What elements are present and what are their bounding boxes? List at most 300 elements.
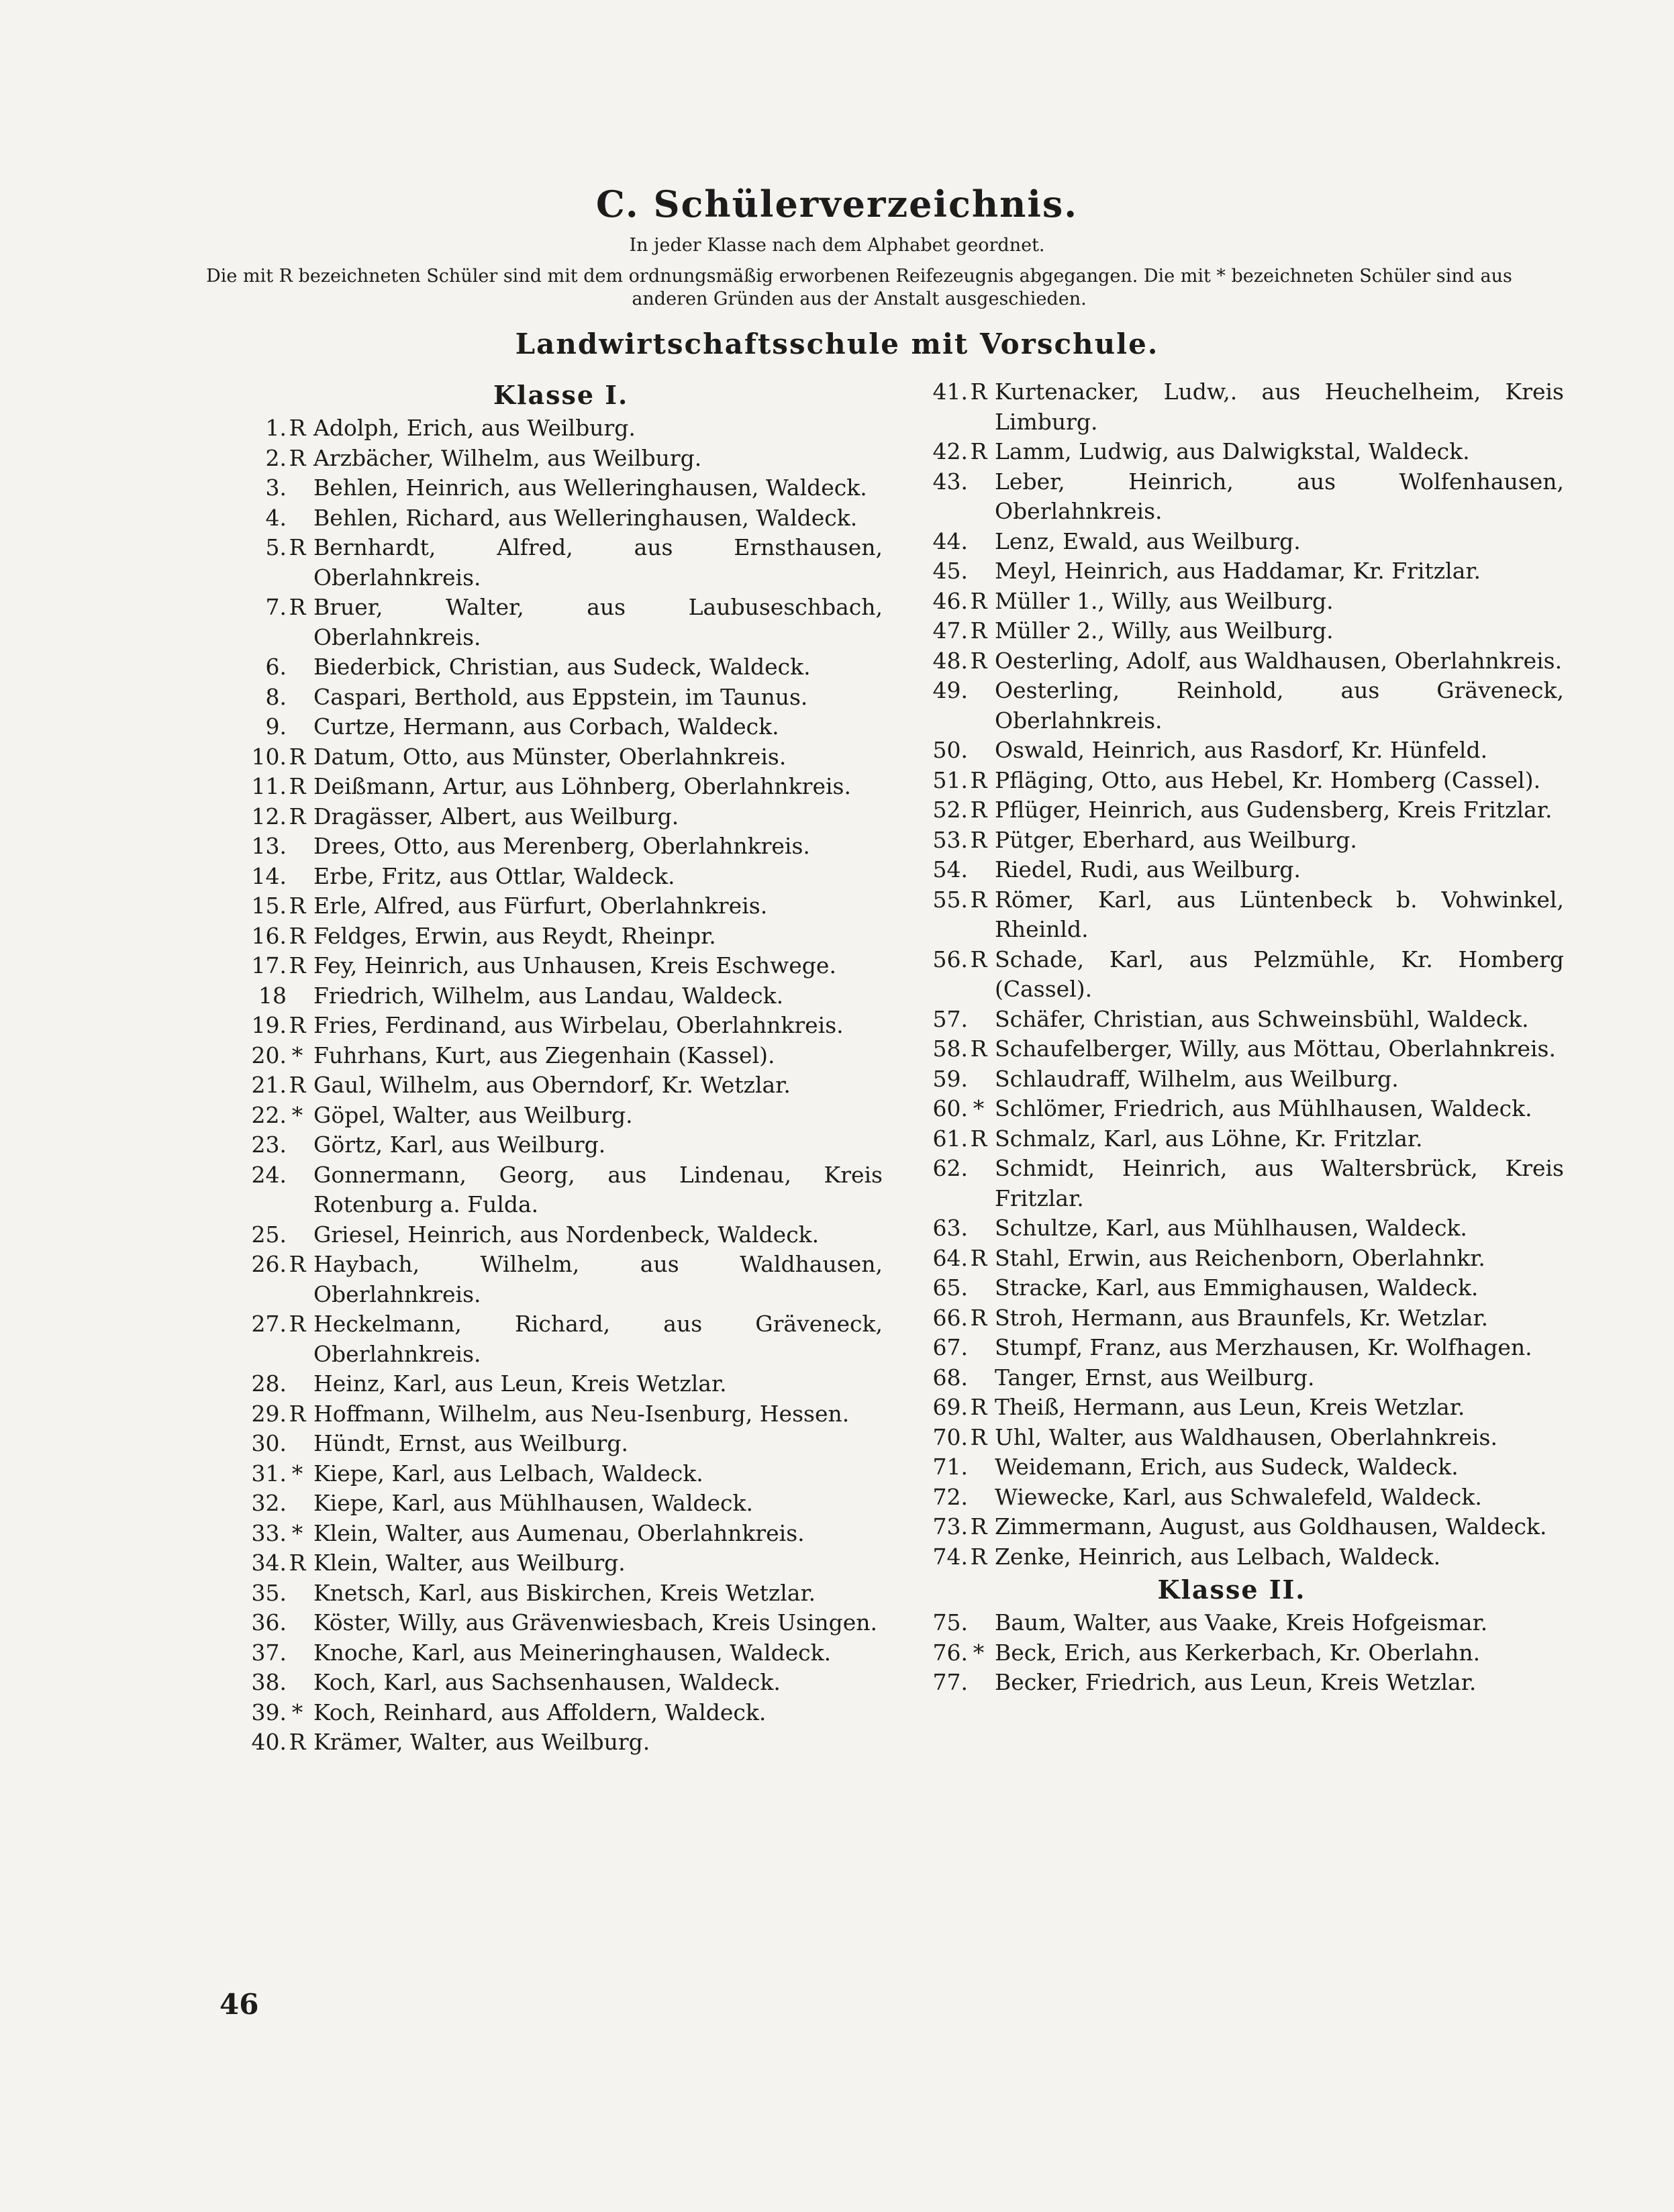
entry-text: Hoffmann, Wilhelm, aus Neu-Isenburg, Hessen. — [313, 1400, 850, 1427]
entry-text: Stracke, Karl, aus Emmighausen, Waldeck. — [995, 1274, 1479, 1301]
list-item — [218, 951, 883, 981]
entry-number: 16. — [251, 922, 287, 949]
entry-number: 44. — [932, 527, 968, 554]
entry-mark: R — [289, 773, 306, 799]
entry-number: 53. — [932, 826, 968, 853]
entry-mark: R — [970, 438, 987, 464]
entry-mark — [287, 1220, 308, 1250]
list-item — [218, 802, 883, 832]
list-item — [899, 1213, 1564, 1244]
entry-text: Görtz, Karl, aus Weilburg. — [313, 1132, 606, 1158]
entry-number: 2. — [265, 444, 287, 471]
list-item — [899, 676, 1564, 736]
entry-text: Lamm, Ludwig, aus Dalwigkstal, Waldeck. — [995, 438, 1470, 464]
entry-text: Haybach, Wilhelm, aus Waldhausen, Oberlahnkreis. — [313, 1251, 883, 1307]
list-item — [218, 503, 883, 534]
list-item — [899, 1333, 1564, 1363]
entry-number: 34. — [251, 1550, 287, 1576]
list-item — [218, 921, 883, 952]
list-item — [899, 1608, 1564, 1638]
list-item — [218, 742, 883, 772]
entry-number: 71. — [932, 1454, 968, 1480]
entry-number: 57. — [932, 1005, 968, 1032]
list-item — [218, 1011, 883, 1041]
entry-text: Datum, Otto, aus Münster, Oberlahnkreis. — [313, 743, 787, 770]
entry-text: Kiepe, Karl, aus Lelbach, Waldeck. — [313, 1460, 703, 1487]
entry-text: Heinz, Karl, aus Leun, Kreis Wetzlar. — [313, 1370, 727, 1397]
entry-mark: R — [289, 415, 306, 441]
entry-text: Deißmann, Artur, aus Löhnberg, Oberlahnkreis. — [313, 773, 851, 799]
list-item — [218, 832, 883, 862]
entry-mark — [287, 1638, 308, 1668]
entry-number: 18 — [258, 982, 287, 1009]
list-item — [899, 766, 1564, 796]
klasse-1-heading: Klasse I. — [493, 380, 629, 410]
entry-number: 37. — [251, 1639, 287, 1666]
list-item — [899, 1512, 1564, 1542]
entry-mark: R — [289, 534, 306, 560]
list-item — [899, 1303, 1564, 1334]
entry-number: 9. — [265, 713, 287, 740]
entry-text: Behlen, Richard, aus Welleringhausen, Waldeck. — [313, 504, 858, 531]
list-item — [218, 652, 883, 683]
entry-number: 17. — [251, 952, 287, 978]
list-item — [899, 736, 1564, 766]
entry-number: 54. — [932, 856, 968, 883]
entry-number: 41. — [932, 379, 968, 405]
entry-mark: R — [289, 594, 306, 620]
entry-mark — [287, 712, 308, 742]
entry-text: Leber, Heinrich, aus Wolfenhausen, Oberlahnkreis. — [995, 468, 1564, 524]
entry-number: 39. — [251, 1699, 287, 1725]
entry-mark — [968, 1608, 989, 1638]
entry-number: 45. — [932, 558, 968, 584]
entry-mark — [287, 981, 308, 1011]
entry-number: 35. — [251, 1579, 287, 1606]
entry-number: 21. — [251, 1072, 287, 1098]
entry-text: Wiewecke, Karl, aus Schwalefeld, Waldeck. — [995, 1483, 1482, 1510]
entry-text: Fuhrhans, Kurt, aus Ziegenhain (Kassel). — [313, 1042, 775, 1068]
list-item — [899, 1668, 1564, 1698]
entry-text: Friedrich, Wilhelm, aus Landau, Waldeck. — [313, 982, 784, 1009]
entry-number: 60. — [932, 1095, 968, 1121]
entry-number: 40. — [251, 1729, 287, 1755]
entry-number: 14. — [251, 862, 287, 889]
page-number: 46 — [219, 1988, 259, 2021]
list-item — [218, 712, 883, 742]
entry-mark: R — [970, 1394, 987, 1420]
entry-text: Zenke, Heinrich, aus Lelbach, Waldeck. — [995, 1543, 1441, 1570]
entry-mark: R — [970, 647, 987, 674]
entry-number: 73. — [932, 1513, 968, 1540]
entry-text: Riedel, Rudi, aus Weilburg. — [995, 856, 1301, 883]
list-item — [218, 1698, 883, 1728]
entry-number: 74. — [932, 1543, 968, 1570]
list-item — [218, 444, 883, 474]
entry-mark — [287, 1160, 308, 1220]
entry-mark: R — [289, 893, 306, 919]
entry-number: 68. — [932, 1364, 968, 1391]
entry-text: Erle, Alfred, aus Fürfurt, Oberlahnkreis. — [313, 893, 768, 919]
list-item — [218, 1727, 883, 1758]
entry-text: Schlaudraff, Wilhelm, aus Weilburg. — [995, 1065, 1399, 1092]
entry-text: Pfläging, Otto, aus Hebel, Kr. Homberg (Cassel). — [995, 766, 1541, 793]
list-item — [899, 646, 1564, 676]
list-item — [899, 945, 1564, 1005]
list-item — [218, 1519, 883, 1549]
entry-mark: R — [970, 1513, 987, 1540]
entry-text: Fey, Heinrich, aus Unhausen, Kreis Eschwege. — [313, 952, 836, 978]
entry-mark — [968, 676, 989, 736]
entry-mark: * — [291, 1101, 303, 1128]
entry-mark — [287, 503, 308, 534]
entry-mark — [968, 1005, 989, 1035]
entry-number: 20. — [251, 1042, 287, 1068]
entry-number: 13. — [251, 833, 287, 859]
list-item — [899, 1005, 1564, 1035]
school-heading: Landwirtschaftsschule mit Vorschule. — [515, 328, 1159, 360]
list-item — [899, 1638, 1564, 1668]
list-item — [218, 1578, 883, 1609]
entry-text: Stumpf, Franz, aus Merzhausen, Kr. Wolfhagen. — [995, 1334, 1532, 1360]
list-item — [899, 825, 1564, 856]
entry-text: Göpel, Walter, aus Weilburg. — [313, 1101, 633, 1128]
entry-number: 27. — [251, 1311, 287, 1337]
student-list-klasse-2 — [899, 1608, 1564, 1698]
entry-text: Oesterling, Adolf, aus Waldhausen, Oberlahnkreis. — [995, 647, 1563, 674]
entry-mark — [287, 1578, 308, 1609]
entry-mark: R — [289, 1400, 306, 1427]
list-item — [899, 556, 1564, 587]
entry-number: 24. — [251, 1161, 287, 1188]
list-item — [218, 1101, 883, 1131]
list-item — [899, 1423, 1564, 1453]
list-item — [218, 891, 883, 921]
entry-text: Müller 2., Willy, aus Weilburg. — [995, 617, 1334, 644]
entry-number: 72. — [932, 1483, 968, 1510]
entry-number: 47. — [932, 617, 968, 644]
entry-number: 36. — [251, 1609, 287, 1636]
entry-text: Heckelmann, Richard, aus Gräveneck, Oberlahnkreis. — [313, 1311, 883, 1367]
list-item — [218, 1638, 883, 1668]
entry-text: Koch, Reinhard, aus Affoldern, Waldeck. — [313, 1699, 767, 1725]
entry-number: 26. — [251, 1251, 287, 1277]
entry-text: Drees, Otto, aus Merenberg, Oberlahnkreis. — [313, 833, 810, 859]
entry-number: 63. — [932, 1215, 968, 1241]
entry-number: 64. — [932, 1244, 968, 1271]
entry-text: Fries, Ferdinand, aus Wirbelau, Oberlahnkreis. — [313, 1012, 844, 1038]
list-item — [899, 377, 1564, 437]
entry-mark: R — [970, 886, 987, 913]
entry-mark — [287, 1489, 308, 1519]
entry-text: Griesel, Heinrich, aus Nordenbeck, Waldeck. — [313, 1221, 820, 1248]
list-item — [899, 1273, 1564, 1303]
entry-text: Zimmermann, August, aus Goldhausen, Waldeck. — [995, 1513, 1547, 1540]
entry-text: Gonnermann, Georg, aus Lindenau, Kreis Rotenburg a. Fulda. — [313, 1161, 883, 1217]
entry-number: 7. — [265, 594, 287, 620]
list-item — [218, 1130, 883, 1160]
entry-mark: R — [289, 444, 306, 471]
list-item — [899, 1452, 1564, 1482]
entry-number: 76. — [932, 1639, 968, 1666]
list-item — [899, 1244, 1564, 1274]
list-item — [218, 1459, 883, 1489]
entry-mark: R — [970, 1543, 987, 1570]
entry-text: Müller 1., Willy, aus Weilburg. — [995, 587, 1334, 614]
left-column — [218, 377, 883, 1758]
entry-mark — [968, 1668, 989, 1698]
entry-mark: R — [289, 1251, 306, 1277]
list-item — [899, 1064, 1564, 1095]
entry-mark — [968, 736, 989, 766]
entry-mark — [968, 1273, 989, 1303]
entry-number: 48. — [932, 647, 968, 674]
list-item — [899, 885, 1564, 945]
entry-text: Hündt, Ernst, aus Weilburg. — [313, 1430, 628, 1456]
entry-number: 42. — [932, 438, 968, 464]
entry-number: 22. — [251, 1101, 287, 1128]
entry-number: 59. — [932, 1065, 968, 1092]
entry-mark — [287, 862, 308, 892]
list-item — [899, 1542, 1564, 1572]
entry-mark: * — [973, 1095, 985, 1121]
entry-number: 30. — [251, 1430, 287, 1456]
list-item — [218, 1369, 883, 1399]
entry-mark: * — [291, 1042, 303, 1068]
entry-number: 4. — [265, 504, 287, 531]
entry-text: Römer, Karl, aus Lüntenbeck b. Vohwinkel, Rheinld. — [995, 886, 1564, 942]
entry-mark: R — [970, 587, 987, 614]
entry-number: 65. — [932, 1274, 968, 1301]
list-item — [218, 533, 883, 593]
entry-mark: R — [970, 1423, 987, 1450]
entry-number: 32. — [251, 1490, 287, 1516]
entry-number: 51. — [932, 766, 968, 793]
entry-text: Oesterling, Reinhold, aus Gräveneck, Oberlahnkreis. — [995, 677, 1564, 734]
entry-text: Schmidt, Heinrich, aus Waltersbrück, Kreis Fritzlar. — [995, 1155, 1564, 1211]
entry-number: 70. — [932, 1423, 968, 1450]
entry-number: 67. — [932, 1334, 968, 1360]
entry-text: Koch, Karl, aus Sachsenhausen, Waldeck. — [313, 1669, 781, 1695]
entry-text: Dragässer, Albert, aus Weilburg. — [313, 803, 679, 830]
entry-text: Gaul, Wilhelm, aus Oberndorf, Kr. Wetzlar. — [313, 1072, 791, 1098]
right-column — [899, 377, 1564, 1698]
entry-mark — [287, 1369, 308, 1399]
list-item — [899, 467, 1564, 527]
list-item — [218, 1160, 883, 1220]
entry-number: 50. — [932, 737, 968, 763]
entry-mark: * — [291, 1699, 303, 1725]
list-item — [218, 772, 883, 802]
entry-mark — [287, 1429, 308, 1459]
entry-number: 15. — [251, 893, 287, 919]
list-item — [218, 862, 883, 892]
entry-mark — [968, 855, 989, 885]
entry-text: Beck, Erich, aus Kerkerbach, Kr. Oberlahn. — [995, 1639, 1481, 1666]
entry-mark — [287, 683, 308, 713]
entry-mark — [287, 1668, 308, 1698]
entry-mark: R — [289, 1550, 306, 1576]
entry-mark — [968, 1482, 989, 1513]
entry-number: 75. — [932, 1609, 968, 1636]
list-item — [899, 527, 1564, 557]
entry-text: Schade, Karl, aus Pelzmühle, Kr. Homberg (Cassel). — [995, 946, 1564, 1002]
list-item — [218, 981, 883, 1011]
entry-text: Knetsch, Karl, aus Biskirchen, Kreis Wetzlar. — [313, 1579, 816, 1606]
entry-mark: R — [289, 1729, 306, 1755]
list-item — [218, 1250, 883, 1309]
entry-number: 11. — [251, 773, 287, 799]
list-item — [899, 616, 1564, 646]
entry-number: 6. — [265, 654, 287, 680]
entry-number: 25. — [251, 1221, 287, 1248]
entry-mark: R — [289, 803, 306, 830]
entry-mark — [287, 1608, 308, 1638]
entry-mark: R — [970, 1304, 987, 1331]
entry-number: 55. — [932, 886, 968, 913]
entry-text: Kiepe, Karl, aus Mühlhausen, Waldeck. — [313, 1490, 753, 1516]
entry-text: Curtze, Hermann, aus Corbach, Waldeck. — [313, 713, 779, 740]
entry-text: Meyl, Heinrich, aus Haddamar, Kr. Fritzlar. — [995, 558, 1481, 584]
list-item — [899, 1094, 1564, 1124]
entry-number: 62. — [932, 1155, 968, 1181]
entry-mark — [287, 652, 308, 683]
entry-text: Pflüger, Heinrich, aus Gudensberg, Kreis Fritzlar. — [995, 797, 1553, 823]
entry-text: Schmalz, Karl, aus Löhne, Kr. Fritzlar. — [995, 1125, 1423, 1152]
entry-mark: R — [289, 922, 306, 949]
list-item — [218, 1070, 883, 1101]
entry-number: 69. — [932, 1394, 968, 1420]
entry-number: 33. — [251, 1519, 287, 1546]
entry-text: Pütger, Eberhard, aus Weilburg. — [995, 826, 1357, 853]
list-item — [899, 855, 1564, 885]
entry-number: 1. — [265, 415, 287, 441]
entry-text: Lenz, Ewald, aus Weilburg. — [995, 527, 1301, 554]
entry-mark: R — [970, 946, 987, 972]
entry-text: Becker, Friedrich, aus Leun, Kreis Wetzlar. — [995, 1669, 1477, 1695]
entry-mark: R — [970, 797, 987, 823]
page-title: C. Schülerverzeichnis. — [595, 183, 1079, 225]
entry-number: 46. — [932, 587, 968, 614]
entry-number: 12. — [251, 803, 287, 830]
list-item — [899, 1393, 1564, 1423]
list-item — [899, 1363, 1564, 1393]
entry-text: Schaufelberger, Willy, aus Möttau, Oberlahnkreis. — [995, 1036, 1556, 1062]
list-item — [218, 413, 883, 444]
entry-mark: R — [970, 1036, 987, 1062]
entry-number: 52. — [932, 797, 968, 823]
entry-text: Klein, Walter, aus Aumenau, Oberlahnkreis. — [313, 1519, 805, 1546]
entry-text: Caspari, Berthold, aus Eppstein, im Taunus. — [313, 683, 808, 710]
entry-mark: R — [289, 1072, 306, 1098]
entry-number: 19. — [251, 1012, 287, 1038]
entry-number: 28. — [251, 1370, 287, 1397]
entry-text: Stahl, Erwin, aus Reichenborn, Oberlahnkr. — [995, 1244, 1485, 1271]
list-item — [218, 593, 883, 652]
entry-number: 58. — [932, 1036, 968, 1062]
list-item — [899, 1482, 1564, 1513]
entry-text: Erbe, Fritz, aus Ottlar, Waldeck. — [313, 862, 675, 889]
entry-mark — [968, 1333, 989, 1363]
entry-mark: * — [291, 1519, 303, 1546]
entry-text: Uhl, Walter, aus Waldhausen, Oberlahnkreis. — [995, 1423, 1497, 1450]
list-item — [899, 1034, 1564, 1064]
entry-mark — [968, 1213, 989, 1244]
entry-number: 29. — [251, 1400, 287, 1427]
entry-mark: R — [289, 1311, 306, 1337]
list-item — [218, 1489, 883, 1519]
entry-number: 56. — [932, 946, 968, 972]
list-item — [218, 1309, 883, 1369]
entry-mark — [968, 556, 989, 587]
entry-number: 31. — [251, 1460, 287, 1487]
entry-number: 66. — [932, 1304, 968, 1331]
entry-mark — [287, 832, 308, 862]
entry-mark — [968, 527, 989, 557]
entry-text: Schlömer, Friedrich, aus Mühlhausen, Waldeck. — [995, 1095, 1532, 1121]
entry-mark — [968, 1154, 989, 1213]
entry-mark — [287, 1130, 308, 1160]
entry-text: Stroh, Hermann, aus Braunfels, Kr. Wetzlar. — [995, 1304, 1489, 1331]
entry-text: Oswald, Heinrich, aus Rasdorf, Kr. Hünfeld. — [995, 737, 1488, 763]
entry-number: 38. — [251, 1669, 287, 1695]
entry-mark: R — [970, 617, 987, 644]
entry-text: Bruer, Walter, aus Laubuseschbach, Oberlahnkreis. — [313, 594, 883, 650]
entry-text: Schultze, Karl, aus Mühlhausen, Waldeck. — [995, 1215, 1467, 1241]
entry-number: 23. — [251, 1132, 287, 1158]
entry-mark: * — [291, 1460, 303, 1487]
entry-number: 61. — [932, 1125, 968, 1152]
entry-number: 3. — [265, 474, 287, 501]
list-item — [899, 1124, 1564, 1154]
entry-number: 43. — [932, 468, 968, 495]
entry-text: Schäfer, Christian, aus Schweinsbühl, Waldeck. — [995, 1005, 1529, 1032]
list-item — [218, 1399, 883, 1429]
entry-mark: R — [970, 766, 987, 793]
list-item — [218, 1548, 883, 1578]
entry-text: Arzbächer, Wilhelm, aus Weilburg. — [313, 444, 702, 471]
entry-text: Knoche, Karl, aus Meineringhausen, Waldeck. — [313, 1639, 832, 1666]
legend-note: Die mit R bezeichneten Schüler sind mit dem ordnungsmäßig erworbenen Reifezeugnis abgegangen. Die mit * bezeichneten Schüler sind aus anderen Gründen aus der Anstalt ausgeschieden. — [206, 266, 1512, 309]
entry-mark — [968, 1452, 989, 1482]
entry-text: Theiß, Hermann, aus Leun, Kreis Wetzlar. — [995, 1394, 1465, 1420]
list-item — [899, 437, 1564, 467]
entry-number: 5. — [265, 534, 287, 560]
list-item — [218, 473, 883, 503]
entry-number: 10. — [251, 743, 287, 770]
entry-text: Baum, Walter, aus Vaake, Kreis Hofgeismar. — [995, 1609, 1488, 1636]
entry-text: Köster, Willy, aus Grävenwiesbach, Kreis Usingen. — [313, 1609, 877, 1636]
list-item — [218, 1220, 883, 1250]
entry-text: Tanger, Ernst, aus Weilburg. — [995, 1364, 1315, 1391]
entry-mark — [968, 1363, 989, 1393]
entry-mark: R — [970, 379, 987, 405]
student-list-klasse-1-continued — [899, 377, 1564, 1572]
entry-mark: R — [289, 1012, 306, 1038]
list-item — [899, 1154, 1564, 1213]
entry-text: Klein, Walter, aus Weilburg. — [313, 1550, 626, 1576]
list-item — [218, 1429, 883, 1459]
entry-text: Adolph, Erich, aus Weilburg. — [313, 415, 636, 441]
entry-text: Krämer, Walter, aus Weilburg. — [313, 1729, 650, 1755]
entry-mark: R — [970, 1125, 987, 1152]
subtitle: In jeder Klasse nach dem Alphabet geordnet. — [629, 235, 1045, 256]
entry-mark — [968, 467, 989, 527]
entry-text: Kurtenacker, Ludw,. aus Heuchelheim, Kreis Limburg. — [995, 379, 1564, 435]
entry-mark: * — [973, 1639, 985, 1666]
entry-number: 77. — [932, 1669, 968, 1695]
list-item — [218, 1041, 883, 1071]
